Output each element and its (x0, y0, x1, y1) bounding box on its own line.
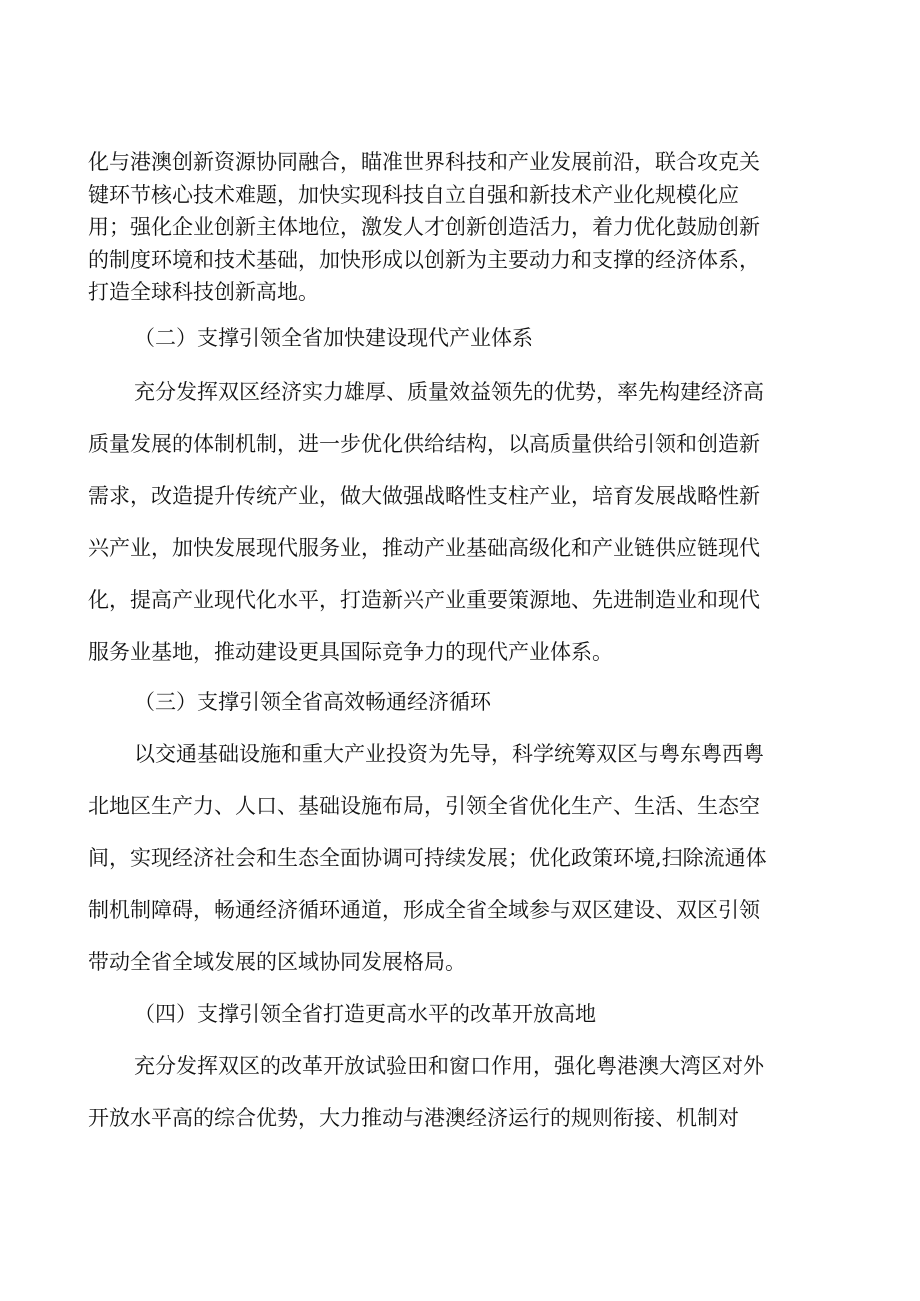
paragraph-line: 充分发挥双区的改革开放试验田和窗口作用，强化粤港澳大湾区对外 (134, 1054, 764, 1078)
paragraph-line: 间，实现经济社会和生态全面协调可持续发展；优化政策环境,扫除流通体 (88, 846, 767, 870)
section-heading-2: （二）支撑引领全省加快建设现代产业体系 (134, 326, 533, 350)
paragraph-line: 质量发展的体制机制，进一步优化供给结构，以高质量供给引领和创造新 (88, 432, 760, 456)
section-heading-3: （三）支撑引领全省高效畅通经济循环 (134, 690, 491, 714)
paragraph-line: 兴产业，加快发展现代服务业，推动产业基础高级化和产业链供应链现代 (88, 536, 760, 560)
paragraph-line: 制机制障碍，畅通经济循环通道，形成全省全域参与双区建设、双区引领 (88, 898, 760, 922)
paragraph-line: 充分发挥双区经济实力雄厚、质量效益领先的优势，率先构建经济高 (134, 380, 764, 404)
paragraph-line: 打造全球科技创新高地。 (88, 280, 319, 304)
paragraph-line: 服务业基地，推动建设更具国际竞争力的现代产业体系。 (88, 640, 613, 664)
paragraph-line: 化与港澳创新资源协同融合，瞄准世界科技和产业发展前沿，联合攻克关 (88, 150, 760, 174)
paragraph-line: 北地区生产力、人口、基础设施布局，引领全省优化生产、生活、生态空 (88, 794, 760, 818)
paragraph-line: 的制度环境和技术基础，加快形成以创新为主要动力和支撑的经济体系， (88, 248, 760, 272)
paragraph-line: 需求，改造提升传统产业，做大做强战略性支柱产业，培育发展战略性新 (88, 484, 760, 508)
paragraph-line: 带动全省全域发展的区域协同发展格局。 (88, 950, 466, 974)
paragraph-line: 以交通基础设施和重大产业投资为先导，科学统筹双区与粤东粤西粤 (134, 742, 764, 766)
section-heading-4: （四）支撑引领全省打造更高水平的改革开放高地 (134, 1002, 596, 1026)
paragraph-line: 化，提高产业现代化水平，打造新兴产业重要策源地、先进制造业和现代 (88, 588, 760, 612)
paragraph-line: 用；强化企业创新主体地位，激发人才创新创造活力，着力优化鼓励创新 (88, 215, 760, 239)
paragraph-line: 开放水平高的综合优势，大力推动与港澳经济运行的规则衔接、机制对 (88, 1106, 739, 1130)
paragraph-line: 键环节核心技术难题，加快实现科技自立自强和新技术产业化规模化应 (88, 183, 739, 207)
